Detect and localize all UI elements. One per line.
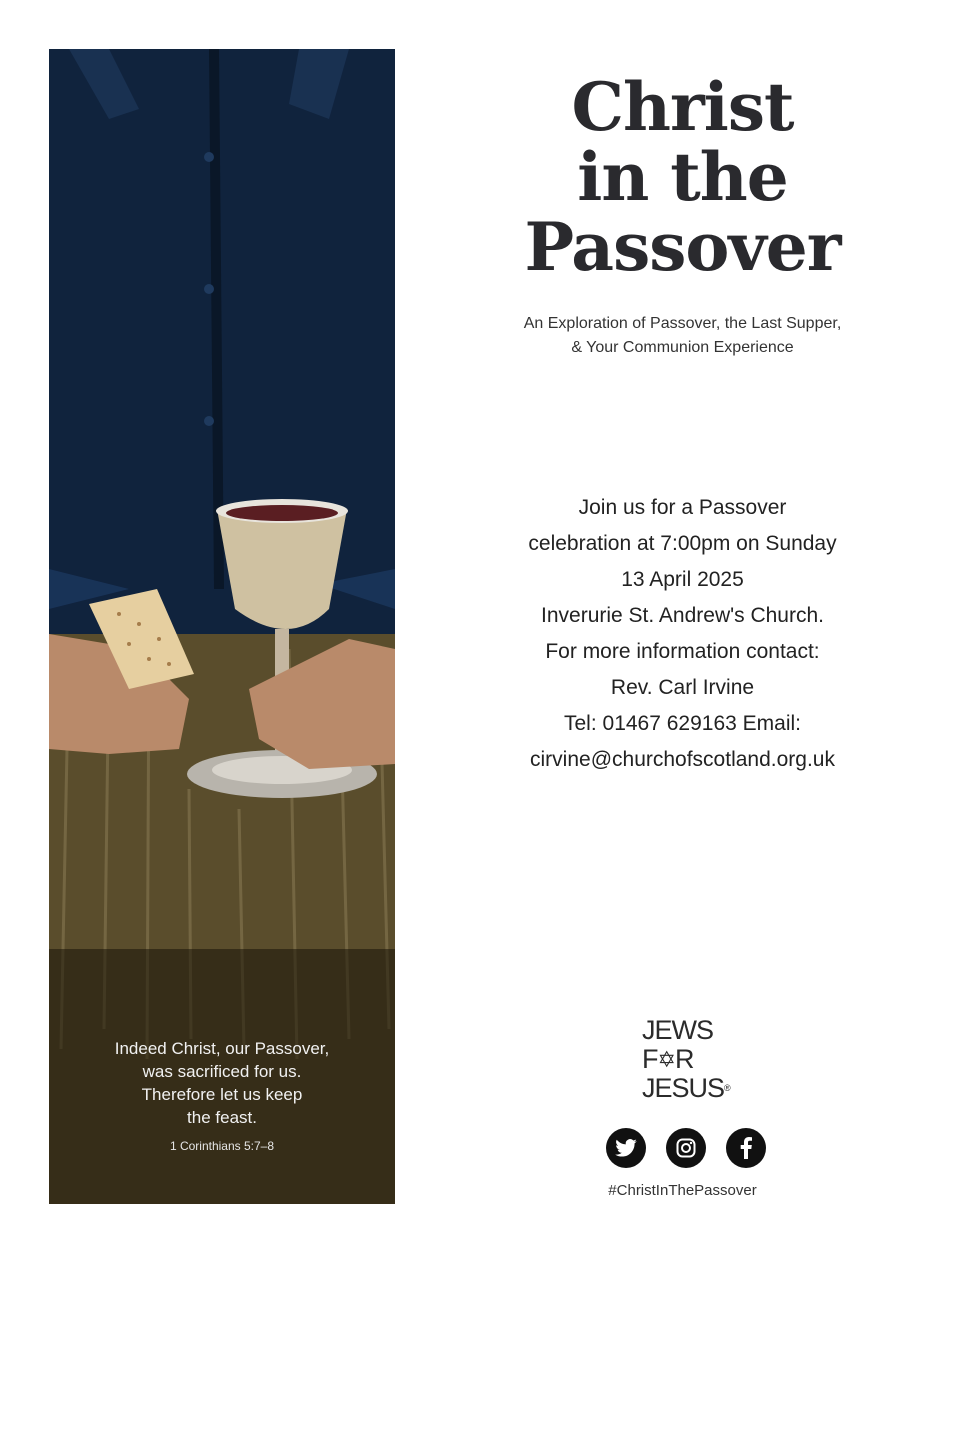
event-venue: Inverurie St. Andrew's Church.	[541, 604, 824, 627]
verse-reference: 1 Corinthians 5:7–8	[169, 1139, 275, 1153]
title-line: in the	[577, 138, 788, 216]
verse-line: Therefore let us keep	[141, 1085, 303, 1104]
contact-phone: Tel: 01467 629163 Email:	[564, 712, 801, 735]
scripture-verse	[49, 1037, 395, 1158]
photo-illustration	[49, 49, 395, 1204]
verse-line: was sacrificed for us.	[142, 1062, 302, 1081]
star-of-david-icon: ✡	[657, 1047, 675, 1072]
title-line: Christ	[571, 68, 794, 146]
event-line: Join us for a Passover	[578, 496, 787, 519]
event-line: For more information contact:	[545, 640, 820, 663]
event-details	[480, 490, 885, 778]
title-line: Passover	[524, 208, 841, 286]
verse-line: Indeed Christ, our Passover,	[114, 1039, 330, 1058]
poster-subtitle	[480, 312, 885, 360]
facebook-icon[interactable]	[726, 1128, 766, 1168]
subtitle-line: An Exploration of Passover, the Last Supper,	[523, 315, 842, 332]
logo-line: JESUS®	[642, 1073, 730, 1103]
contact-email[interactable]: cirvine@churchofscotland.org.uk	[530, 748, 835, 771]
poster-title	[490, 68, 875, 286]
event-date: 13 April 2025	[621, 568, 744, 591]
jews-for-jesus-logo	[642, 1016, 742, 1103]
instagram-icon[interactable]	[666, 1128, 706, 1168]
logo-line: JEWS	[642, 1015, 714, 1045]
twitter-icon[interactable]	[606, 1128, 646, 1168]
logo-line: F✡R	[642, 1044, 694, 1074]
contact-name: Rev. Carl Irvine	[610, 676, 755, 699]
subtitle-line: & Your Communion Experience	[571, 339, 794, 356]
passover-photo	[49, 49, 395, 1204]
event-line: celebration at 7:00pm on Sunday	[528, 532, 837, 555]
social-icons	[606, 1128, 766, 1168]
hashtag: #ChristInThePassover	[608, 1182, 757, 1199]
verse-line: the feast.	[187, 1108, 257, 1127]
